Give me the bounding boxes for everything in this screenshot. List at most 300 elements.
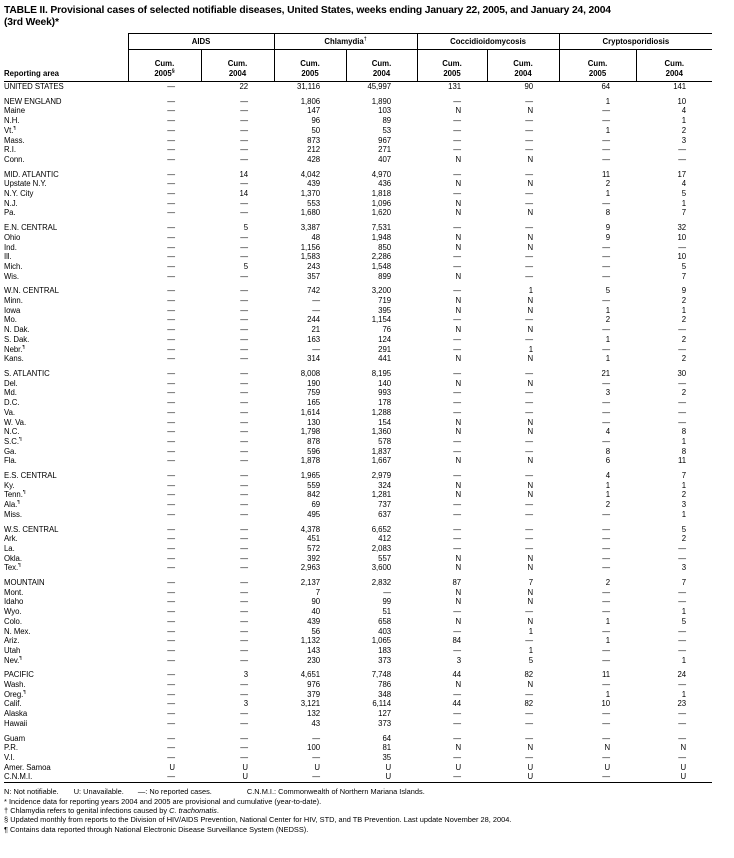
cell: 1,288	[371, 407, 392, 417]
area-label: D.C.	[4, 398, 20, 408]
area-label: S. ATLANTIC	[4, 368, 50, 378]
table-row	[4, 588, 712, 598]
cell: 6,652	[371, 524, 392, 534]
table-row	[4, 126, 712, 136]
cell: 1,680	[300, 208, 321, 218]
cell: 976	[307, 680, 321, 690]
area-label: V.I.	[4, 753, 15, 762]
cell: 1	[528, 626, 534, 636]
table-row	[4, 136, 712, 146]
cum-column-header: Cum. 2005	[559, 50, 636, 82]
area-label: Fla.	[4, 456, 17, 466]
cell: —	[240, 427, 249, 437]
cell: —	[525, 753, 534, 762]
cell: —	[240, 325, 249, 335]
cell: 51	[382, 607, 392, 617]
table-row	[4, 646, 712, 656]
cell: 1	[681, 198, 687, 208]
cell: N	[527, 378, 534, 388]
cell: —	[602, 534, 611, 544]
cell: 3	[243, 699, 249, 709]
cell: 2	[681, 388, 687, 398]
cell: —	[602, 645, 611, 655]
table-row	[4, 189, 712, 199]
cum-column-header: Cum. 2004	[201, 50, 274, 82]
cell: N	[527, 490, 534, 500]
cell: N	[527, 325, 534, 335]
cell: —	[167, 578, 175, 588]
cell: —	[167, 587, 175, 597]
cell: —	[240, 436, 249, 446]
cell: 1	[528, 286, 534, 296]
cell: N	[455, 296, 462, 306]
notifiable-diseases-table	[4, 33, 712, 783]
cell: N	[527, 616, 534, 626]
cum-column-header: Cum. 2005	[274, 50, 346, 82]
cell: U	[169, 762, 175, 772]
cell: 2	[681, 125, 687, 135]
cell: 2	[605, 578, 611, 588]
cell: U	[242, 772, 249, 782]
cell: —	[602, 772, 611, 782]
cell: N	[455, 305, 462, 315]
cell: —	[167, 315, 175, 325]
area-label: Amer. Samoa	[4, 762, 51, 772]
cell: —	[167, 699, 175, 709]
cell: —	[678, 718, 687, 728]
cell: 24	[677, 670, 687, 680]
cell: N	[455, 563, 462, 573]
cell: 11	[678, 456, 687, 466]
table-row	[4, 116, 712, 126]
cell: N	[527, 106, 534, 116]
reporting-area-header: Reporting area	[4, 34, 128, 82]
table-row	[4, 286, 712, 296]
area-label: Mont.	[4, 587, 24, 597]
cell: N	[527, 480, 534, 490]
cell: 64	[601, 82, 611, 91]
cell: 21	[311, 325, 321, 335]
cell: 1,620	[371, 208, 392, 218]
area-label: MID. ATLANTIC	[4, 169, 59, 179]
cell: 395	[378, 305, 392, 315]
cell: —	[678, 645, 687, 655]
cell: —	[240, 709, 249, 719]
cell: —	[167, 388, 175, 398]
cell: —	[167, 733, 175, 743]
cell: —	[602, 563, 611, 573]
cell: —	[167, 82, 175, 91]
cell: —	[167, 169, 175, 179]
cell: U	[455, 762, 462, 772]
cell: 4,651	[300, 670, 321, 680]
cell: —	[240, 334, 249, 344]
cell: —	[678, 597, 687, 607]
cell: 143	[307, 645, 321, 655]
cell: —	[453, 718, 462, 728]
cum-column-header: Cum. 2005§	[128, 50, 201, 82]
table-row	[4, 743, 712, 753]
cell: 5	[243, 261, 249, 271]
cell: 10	[677, 252, 687, 262]
cell: 3,600	[371, 563, 392, 573]
area-label: N. Dak.	[4, 325, 30, 335]
cell: —	[240, 456, 249, 466]
footnotes-block	[4, 787, 728, 834]
table-row	[4, 734, 712, 744]
table-row	[4, 490, 712, 500]
cell: —	[240, 252, 249, 262]
cell: N	[455, 232, 462, 242]
cell: N	[455, 480, 462, 490]
cell: 5	[681, 524, 687, 534]
cell: 243	[307, 261, 321, 271]
cell: 8	[681, 446, 687, 456]
cell: —	[167, 116, 175, 126]
cell: —	[240, 106, 249, 116]
cell: —	[240, 718, 249, 728]
cell: 7,531	[371, 223, 392, 233]
cell: —	[453, 753, 462, 762]
area-label: Pa.	[4, 208, 16, 218]
cell: 22	[239, 82, 249, 91]
cell: 1,837	[371, 446, 392, 456]
cell: 1,154	[371, 315, 392, 325]
table-row	[4, 345, 712, 355]
area-label: E.N. CENTRAL	[4, 223, 58, 233]
cell: 14	[239, 169, 249, 179]
cell: —	[602, 261, 611, 271]
table-header	[4, 34, 712, 82]
cell: 3,121	[300, 699, 321, 709]
cell: —	[240, 524, 249, 534]
cell: 8,008	[300, 368, 321, 378]
area-label: Va.	[4, 407, 15, 417]
cell: N	[455, 587, 462, 597]
disease-group-header: Coccidioidomycosis	[417, 34, 559, 50]
cell: N	[527, 242, 534, 252]
cell: 1	[605, 689, 611, 699]
cell: 3,200	[371, 286, 392, 296]
cell: 7	[681, 208, 687, 218]
cell: 1	[605, 490, 611, 500]
cell: N	[527, 296, 534, 306]
cell: —	[602, 296, 611, 306]
footnote-section-text: Updated monthly from reports to the Division of HIV/AIDS Prevention, National Center for HIV, STD, and TB Prevention. Last update November 28, 2004.	[10, 815, 512, 825]
cell: 5	[681, 261, 687, 271]
legend-unavailable: U: Unavailable.	[73, 787, 124, 797]
cell: N	[527, 154, 534, 164]
table-row	[4, 223, 712, 233]
cell: —	[167, 198, 175, 208]
cell: —	[525, 189, 534, 199]
cell: 3	[456, 655, 462, 665]
cell: —	[453, 436, 462, 446]
cell: 1,132	[300, 636, 321, 646]
cell: —	[167, 616, 175, 626]
cell: —	[312, 305, 321, 315]
table-row	[4, 627, 712, 637]
cell: 1,878	[300, 456, 321, 466]
footnote-section	[4, 815, 728, 824]
cell: —	[240, 597, 249, 607]
cell: 8	[681, 427, 687, 437]
cell: —	[678, 154, 687, 164]
cell: —	[525, 169, 534, 179]
cell: 407	[378, 154, 392, 164]
cell: 3	[605, 388, 611, 398]
cell: —	[167, 500, 175, 510]
footnote-pilcrow	[4, 825, 728, 834]
cell: 1,667	[371, 456, 392, 466]
cell: 1,370	[300, 189, 321, 199]
table-row	[4, 170, 712, 180]
cell: 1	[605, 305, 611, 315]
cell: 165	[307, 398, 321, 408]
cell: —	[167, 446, 175, 456]
cell: —	[167, 480, 175, 490]
cell: 1,614	[300, 407, 321, 417]
cell: —	[602, 543, 611, 553]
area-label: E.S. CENTRAL	[4, 471, 57, 481]
cell: —	[240, 296, 249, 306]
cell: —	[240, 398, 249, 408]
cell: —	[167, 398, 175, 408]
cell: 14	[239, 189, 249, 199]
table-row	[4, 670, 712, 680]
cell: —	[167, 271, 175, 281]
cell: —	[678, 587, 687, 597]
area-label: Wis.	[4, 271, 19, 281]
cell: 147	[307, 106, 321, 116]
cell: —	[167, 689, 175, 699]
cell: 50	[311, 125, 321, 135]
cell: —	[453, 96, 462, 106]
area-label: Guam	[4, 733, 26, 743]
disease-group-header: Chlamydia†	[274, 34, 417, 50]
cell: —	[525, 733, 534, 743]
table-row	[4, 208, 712, 218]
cell: —	[240, 587, 249, 597]
cell: —	[525, 524, 534, 534]
cell: —	[240, 689, 249, 699]
cell: —	[167, 96, 175, 106]
cell: N	[455, 154, 462, 164]
cell: —	[602, 378, 611, 388]
table-row	[4, 306, 712, 316]
cell: 4	[681, 106, 687, 116]
cell: —	[602, 753, 611, 762]
area-label: Ark.	[4, 534, 18, 544]
cell: —	[167, 417, 175, 427]
cell: —	[453, 524, 462, 534]
table-row	[4, 597, 712, 607]
cum-column-header: Cum. 2004	[636, 50, 712, 82]
cell: 141	[673, 82, 687, 91]
cell: —	[240, 344, 249, 354]
cell: —	[167, 772, 175, 782]
area-label: NEW ENGLAND	[4, 96, 62, 106]
cell: —	[602, 154, 611, 164]
table-row	[4, 145, 712, 155]
area-label: Conn.	[4, 154, 25, 164]
cell: —	[167, 407, 175, 417]
cell: —	[312, 772, 321, 782]
table-row	[4, 252, 712, 262]
table-row	[4, 427, 712, 437]
cell: —	[525, 398, 534, 408]
cell: —	[312, 296, 321, 306]
cell: —	[525, 718, 534, 728]
area-label: Colo.	[4, 616, 22, 626]
cell: —	[678, 145, 687, 155]
cell: —	[167, 378, 175, 388]
cell: 2	[681, 296, 687, 306]
cell: —	[167, 232, 175, 242]
cell: 742	[307, 286, 321, 296]
cell: —	[602, 271, 611, 281]
cell: N	[455, 456, 462, 466]
cell: —	[602, 417, 611, 427]
area-label: Minn.	[4, 296, 23, 306]
cell: 90	[311, 597, 321, 607]
cell: —	[602, 242, 611, 252]
cell: —	[525, 125, 534, 135]
area-label: S. Dak.	[4, 334, 30, 344]
cell: —	[240, 145, 249, 155]
area-label: Iowa	[4, 305, 21, 315]
area-label: Miss.	[4, 509, 22, 519]
cell: —	[525, 145, 534, 155]
footnote-dagger	[4, 806, 728, 815]
cell: —	[602, 116, 611, 126]
cell: —	[240, 407, 249, 417]
cell: 11	[602, 670, 611, 680]
cell: 557	[378, 553, 392, 563]
cell: 6	[605, 456, 611, 466]
cell: —	[240, 743, 249, 753]
cell: N	[527, 680, 534, 690]
cell: 436	[378, 179, 392, 189]
table-row	[4, 82, 712, 92]
cell: —	[383, 587, 392, 597]
cell: —	[453, 315, 462, 325]
cell: —	[453, 543, 462, 553]
cell: —	[453, 252, 462, 262]
area-label: Maine	[4, 106, 25, 116]
area-label: N.Y. City	[4, 189, 34, 199]
cell: —	[240, 480, 249, 490]
area-label: Idaho	[4, 597, 24, 607]
cell: —	[453, 223, 462, 233]
area-label: Tenn.¶	[4, 490, 26, 500]
cell: —	[453, 607, 462, 617]
cell: N	[455, 490, 462, 500]
cell: —	[525, 116, 534, 126]
cell: 1,548	[371, 261, 392, 271]
cell: —	[240, 368, 249, 378]
area-label: Wyo.	[4, 607, 22, 617]
table-row	[4, 456, 712, 466]
cell: 4	[681, 179, 687, 189]
cell: —	[678, 543, 687, 553]
cell: —	[167, 456, 175, 466]
cell: 48	[311, 232, 321, 242]
table-row	[4, 617, 712, 627]
cell: 5	[681, 616, 687, 626]
cell: 737	[378, 500, 392, 510]
cell: —	[525, 446, 534, 456]
area-label: La.	[4, 543, 15, 553]
cell: —	[453, 500, 462, 510]
cell: 1,818	[371, 189, 392, 199]
cell: 3	[243, 670, 249, 680]
table-row	[4, 563, 712, 573]
cell: 2,083	[371, 543, 392, 553]
table-row	[4, 408, 712, 418]
cell: 96	[311, 116, 321, 126]
area-label: Ohio	[4, 232, 21, 242]
area-label: Wash.	[4, 680, 26, 690]
table-row	[4, 656, 712, 666]
cell: —	[167, 261, 175, 271]
cell: 7	[681, 271, 687, 281]
cell: N	[455, 553, 462, 563]
cell: —	[240, 753, 249, 762]
cell: 4,378	[300, 524, 321, 534]
area-label: N.J.	[4, 198, 18, 208]
cell: —	[453, 733, 462, 743]
cell: 878	[307, 436, 321, 446]
cell: —	[453, 709, 462, 719]
area-label: Mo.	[4, 315, 17, 325]
area-label: C.N.M.I.	[4, 772, 33, 782]
table-row	[4, 481, 712, 491]
cell: 1	[681, 436, 687, 446]
area-label: N.H.	[4, 116, 20, 126]
cell: —	[602, 436, 611, 446]
cell: N	[527, 417, 534, 427]
cell: —	[602, 135, 611, 145]
cell: N	[455, 427, 462, 437]
cell: —	[602, 145, 611, 155]
cell: 8	[605, 208, 611, 218]
cell: —	[602, 325, 611, 335]
cell: 842	[307, 490, 321, 500]
area-label: Ariz.	[4, 636, 20, 646]
area-label: Md.	[4, 388, 17, 398]
cell: —	[525, 407, 534, 417]
cell: N	[455, 271, 462, 281]
cell: —	[453, 261, 462, 271]
cum-column-header: Cum. 2004	[487, 50, 559, 82]
cell: —	[525, 261, 534, 271]
cell: —	[602, 597, 611, 607]
cell: 45,997	[367, 82, 392, 91]
area-label: N. Mex.	[4, 626, 31, 636]
table-row	[4, 106, 712, 116]
cell: N	[527, 743, 534, 753]
cell: —	[167, 125, 175, 135]
cell: U	[385, 762, 392, 772]
cell: 1,583	[300, 252, 321, 262]
cell: 127	[378, 709, 392, 719]
cell: 9	[605, 223, 611, 233]
cell: N	[527, 179, 534, 189]
cell: —	[167, 471, 175, 481]
cell: —	[602, 553, 611, 563]
cell: —	[453, 344, 462, 354]
